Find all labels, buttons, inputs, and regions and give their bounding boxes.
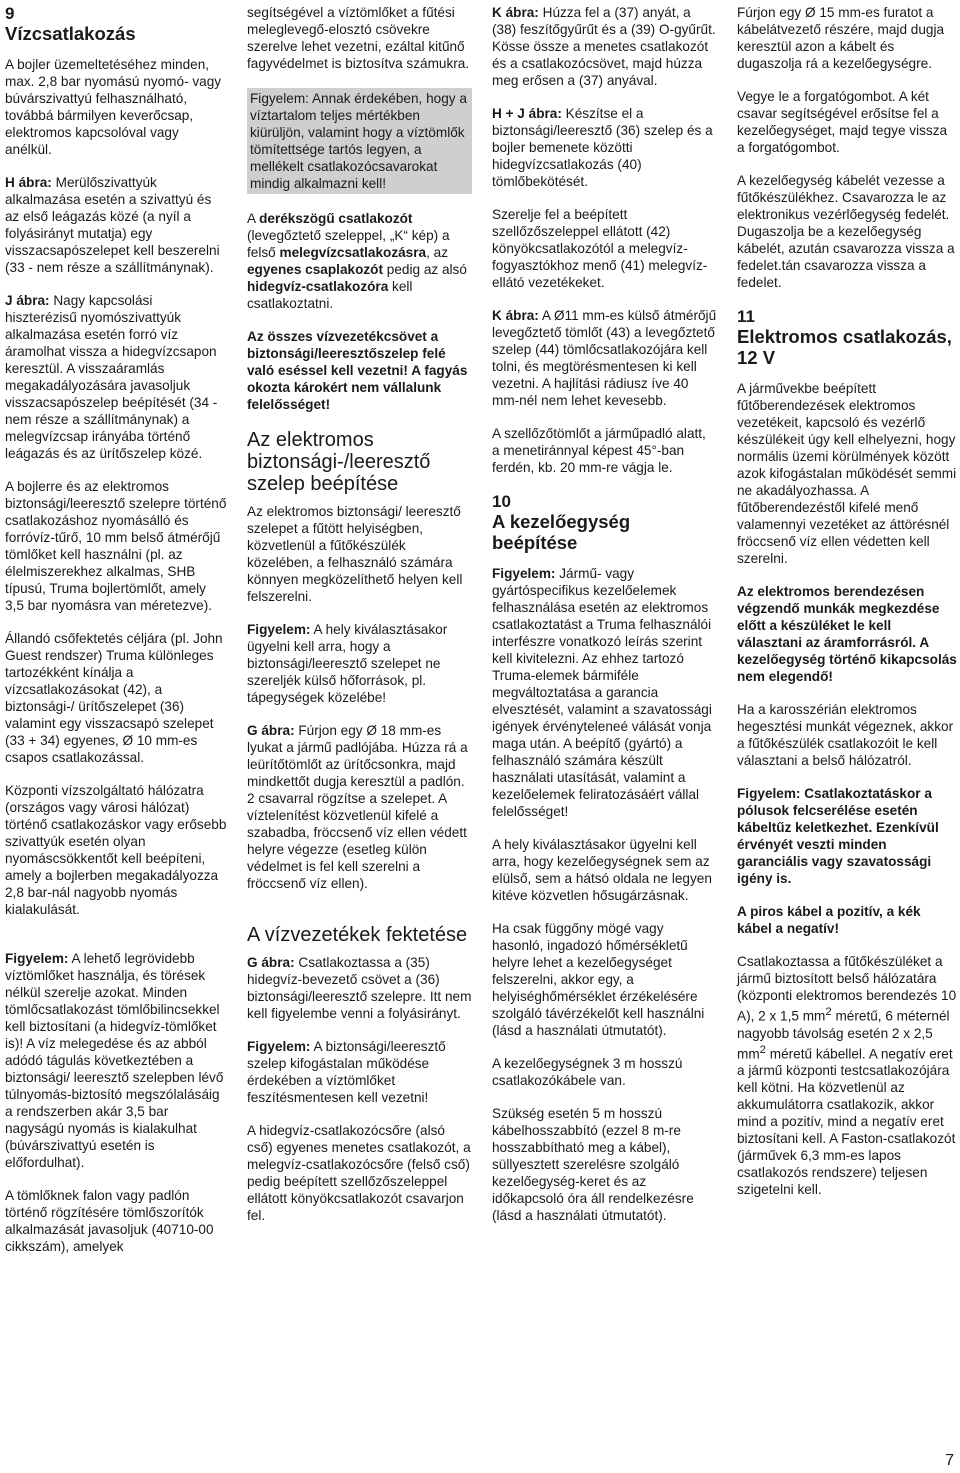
section-number: 11	[737, 307, 755, 326]
paragraph: Figyelem: A biztonsági/leeresztő szelep kifogástalan működése érdekében a víztömlőket feszítésmentesen kell vezetni!	[247, 1039, 446, 1105]
paragraph: A szellőzőtömlőt a járműpadló alatt, a menetiránnyal képest 45°-ban ferdén, kb. 20 mm-re vágja le.	[492, 426, 706, 475]
paragraph: G ábra: Fúrjon egy Ø 18 mm-es lyukat a jármű padlójába. Húzza rá a leürítőtömlőt az ürítőcsonkra, majd mindkettőt dugja keresztül a padlón. 2 csavarral rögzítse a szelepet. A víztelenítést közvetlenül kifelé a szabadba, fröccsenő víz ellen védett helyre végezze (esetleg külön védelmet is fel kell szerelni a fröccsenő víz ellen).	[247, 723, 468, 891]
paragraph: A piros kábel a pozitív, a kék kábel a negatív!	[737, 904, 921, 936]
column-4	[737, 4, 957, 1214]
paragraph: Vegye le a forgatógombot. A két csavar segítségével erősítse fel a kezelőegységet, majd tegye vissza a forgatógombot.	[737, 89, 948, 155]
paragraph: A bojler üzemeltetéséhez minden, max. 2,8 bar nyomású nyomó- vagy búvárszivattyú felhasználható, továbbá bármilyen keverőcsap, elektromos kapcsolóval vagy anélkül.	[5, 57, 222, 157]
paragraph: Ha csak függőny mögé vagy hasonló, ingadozó hőmérsékletű helyre lehet a kezelőegységet felszerelni, akkor egy, a helyiséghőmérséklet érzékelésére szolgáló távérzékelőt kell használni (lásd a használati útmutatót).	[492, 921, 705, 1038]
paragraph: Állandó csőfektetés céljára (pl. John Guest rendszer) Truma különleges tartozékként kínálja a vízcsatlakozásokat (42), a biztonsági-/ ürítőszelepet (36) valamint egy visszacsapó szelepet (33 + 34) egyenes, Ø 10 mm-es csapos csatlakozással.	[5, 631, 223, 765]
section-title: A kezelőegység beépítése	[492, 511, 631, 553]
paragraph: A hely kiválasztásakor ügyelni kell arra, hogy kezelőegységnek sem az elülső, sem a hátsó oldala ne legyen kitéve közvetlen hősugárzásnak.	[492, 837, 712, 903]
paragraph: Szerelje fel a beépített szellőzőszeleppel ellátott (42) könyökcsatlakozótól a melegvíz-fogyasztókhoz menő (41) melegvíz-ellátó vezetékeket.	[492, 207, 708, 290]
paragraph: Figyelem: A hely kiválasztásakor ügyelni kell arra, hogy a biztonsági/leeresztő szelepet ne szereljék külső hőforrások, pl. tápegységek közelébe!	[247, 622, 448, 705]
paragraph: Az elektromos berendezésen végzendő munkák megkezdése előtt a készüléket le kell választani az áramforrásról. A kezelőegység történő kikapcsolás nem elegendő!	[737, 584, 957, 684]
paragraph: A tömlőknek falon vagy padlón történő rögzítésére tömlőszorítók alkalmazását javasoljuk (40710-00 cikkszám), amelyek	[5, 1188, 214, 1254]
paragraph: A kezelőegységnek 3 m hosszú csatlakozókábele van.	[492, 1056, 683, 1088]
paragraph: A derékszögű csatlakozót (levegőztető szeleppel, „K“ kép) a felső melegvízcsatlakozásra, az egyenes csaplakozót pedig az alsó hidegvíz-csatlakozóra kell csatlakoztatni.	[247, 211, 467, 311]
paragraph: A járművekbe beépített fűtőberendezések elektromos vezetékeit, kapcsoló és vezérlő készülékeit úgy kell elhelyezni, hogy normális üzemi körülmények között azok kifogástalan működését semmi ne akadályozhassa. A fűtőberendezéstől kifelé menő valamennyi vezetéket az áttörésnél fröccsenő víz ellen védetten kell szerelni.	[737, 381, 957, 566]
paragraph: G ábra: Csatlakoztassa a (35) hidegvíz-bevezető csövet a (36) biztonsági/leeresztő szelepre. Itt nem kell figyelembe venni a folyásirányt.	[247, 955, 472, 1021]
paragraph: K ábra: A Ø11 mm-es külső átmérőjű levegőztető tömlőt (43) a levegőztető szelep (44) tömlőcsatlakozójára kell tolni, és megtörésmentesen ki kell vezetni. A hajlítási rádiusz íve 40 mm-nél nem lehet kevesebb.	[492, 308, 717, 408]
paragraph: Az elektromos biztonsági/ leeresztő szelepet a fűtött helyiségben, közvetlenül a fűtőkészülék közelében, a felhasználó számára könnyen megközelíthető helyen kell felszerelni.	[247, 504, 463, 604]
column-1	[5, 4, 227, 1271]
subsection-title: A vízvezetékek fektetése	[247, 924, 468, 946]
paragraph: Az összes vízvezetékcsövet a biztonsági/leeresztőszelep felé való eséssel kell vezetni! A fagyás okozta károkért nem vállalunk felelősséget!	[247, 329, 468, 412]
section-number: 9	[5, 4, 15, 23]
paragraph: K ábra: Húzza fel a (37) anyát, a (38) feszítőgyűrűt és a (39) O-gyűrűt. Kösse össze a menetes csatlakozót és a csatlakozócsövet, majd húzza meg erősen a (37) anyával.	[492, 5, 716, 88]
paragraph: segítségével a víztömlőket a fűtési meleglevegő-elosztó csövekre szerelve lehet vezetni, ezáltal kitűnő fagyvédelmet is biztosítva számukra.	[247, 5, 470, 71]
section-title: Elektromos csatlakozás, 12 V	[737, 326, 952, 368]
column-2	[247, 4, 472, 1240]
page-number: 7	[945, 1452, 954, 1469]
paragraph: Ha a karosszérián elektromos hegesztési munkát végeznek, akkor a fűtőkészülék csatlakozóit le kell választani a belső hálózatról.	[737, 702, 954, 768]
paragraph: A bojlerre és az elektromos biztonsági/leeresztő szelepre történő csatlakozáshoz nyomásálló és forróvíz-tűrő, 10 mm belső átmérőjű tömlőket kell használni (pl. az élelmiszerekhez alkalmas, SHB típusú, Truma bojlertömlőt, amely 3,5 bar nyomásra van méretezve).	[5, 479, 227, 613]
paragraph: Csatlakoztassa a fűtőkészüléket a jármű biztosított belső hálózatára (központi elektromos berendezés 10 A), 2 x 1,5 $mm^2$ méretű, 6 méternél nagyobb távolság esetén 2 x 2,5 $mm^2$ méretű kábellel. A negatív eret a jármű központi testcsatlakozójára kell kötni. Ha közvetlenül az akkumulátorra csatlakozik, akkor mind a pozitív, mind a negatív eret biztosítani kell. A Faston-csatlakozót (járművek 6,3 mm-es lapos csatlakozós rendszere) teljesen szigetelni kell.	[737, 954, 957, 1198]
paragraph: Fúrjon egy Ø 15 mm-es furatot a kábelátvezető részére, majd dugja keresztül azon a kábelt és dugaszolja rá a kezelőegységre.	[737, 5, 945, 71]
paragraph: Figyelem: Jármű- vagy gyártóspecifikus kezelőelemek felhasználása esetén az elektromos csatlakoztatást a Truma felhasználói interfészre vonatkozó leírás szerint kell kivitelezni. Az ehhez tartozó Truma-elemek bármiféle megváltoztatása a garancia elvesztését, valamint a szavatossági igények érvényteleneé válását vonja maga után. A beépítő (gyártó) a felhasználó számára készült használati utasítását, valamint a kezelőelemek feliratozásáért vállal felelősséget!	[492, 566, 712, 819]
paragraph: H + J ábra: Készítse el a biztonsági/leeresztő (36) szelep és a bojler bemenete közötti hidegvízcsatlakozás (40) tömlőbekötését.	[492, 106, 713, 189]
section-title: Vízcsatlakozás	[5, 23, 136, 44]
paragraph: Figyelem: Csatlakoztatáskor a pólusok felcserélése esetén kábeltűz keletkezhet. Ezenkívül érvényét veszti minden garanciális vagy szavatossági igény is.	[737, 786, 939, 886]
paragraph: J ábra: Nagy kapcsolási hiszterézisű nyomószivattyúk alkalmazása esetén forró víz áramolhat vissza a hidegvízcsapon keresztül. A visszaáramlás megakadályozására javasoljuk visszacsapószelep beépítését (34 - nem része a szállítmánynak) a melegvízcsap irányába történő leágazás és az ürítőszelep közé.	[5, 293, 218, 461]
paragraph: Központi vízszolgáltató hálózatra (országos vagy városi hálózat) történő csatlakozáskor vagy erősebb szivattyúk esetén olyan nyomáscsökkentőt kell beépíteni, amely a bojlerben megakadályozza 2,8 bar-nál nagyobb nyomás kialakulását.	[5, 783, 227, 917]
paragraph: H ábra: Merülőszivattyúk alkalmazása esetén a szivattyú és az első leágazás közé (a nyíl a folyásirányt mutatja) egy visszacsapószelepet kell beszerelni (33 - nem része a szállítmánynak).	[5, 175, 220, 275]
column-3	[492, 4, 717, 1240]
section-number: 10	[492, 492, 511, 511]
subsection-title: Az elektromos biztonsági-/leeresztő szelep beépítése	[247, 429, 431, 495]
paragraph: A hidegvíz-csatlakozócsőre (alsó cső) egyenes menetes csatlakozót, a melegvíz-csatlakozócsőre (felső cső) pedig beépített szellőzőszeleppel ellátott könyökcsatlakozót csavarjon fel.	[247, 1123, 471, 1223]
paragraph: Figyelem: A lehető legrövidebb víztömlőket használja, és törések nélkül szerelje azokat. Minden tömlőcsatlakozást tömlőbilincsekkel kell biztosítani (a hidegvíz-tömlőket is)! A víz melegedése és az abból adódó tágulás következtében a biztonsági/ leeresztő szelepben lévő túlnyomás-biztosító megszólalásáig a rendszerben akár 3,5 bar nagyságú nyomás is kialakulhat (búvárszivattyú esetén is előfordulhat).	[5, 951, 224, 1170]
paragraph: Szükség esetén 5 m hosszú kábelhosszabbító (ezzel 8 m-re hosszabbítható meg a kábel), süllyesztett szerelésre szolgáló kezelőegység-keret és az időkapcsoló óra áll rendelkezésre (lásd a használati útmutatót).	[492, 1106, 694, 1223]
warning-box: Figyelem: Annak érdekében, hogy a víztartalom teljes mértékben kiürüljön, valamint hogy a víztömlők tömítettsége tartós legyen, a mellékelt csatlakozócsavarokat mindig alkalmazni kell!	[247, 88, 472, 194]
paragraph: A kezelőegység kábelét vezesse a fűtőkészülékhez. Csavarozza le az elektronikus vezérlőegység fedelét. Dugaszolja be a kezelőegység kábelét, azután csavarozza vissza a fedelet.tán csavarozza vissza a fedelet.	[737, 173, 955, 290]
